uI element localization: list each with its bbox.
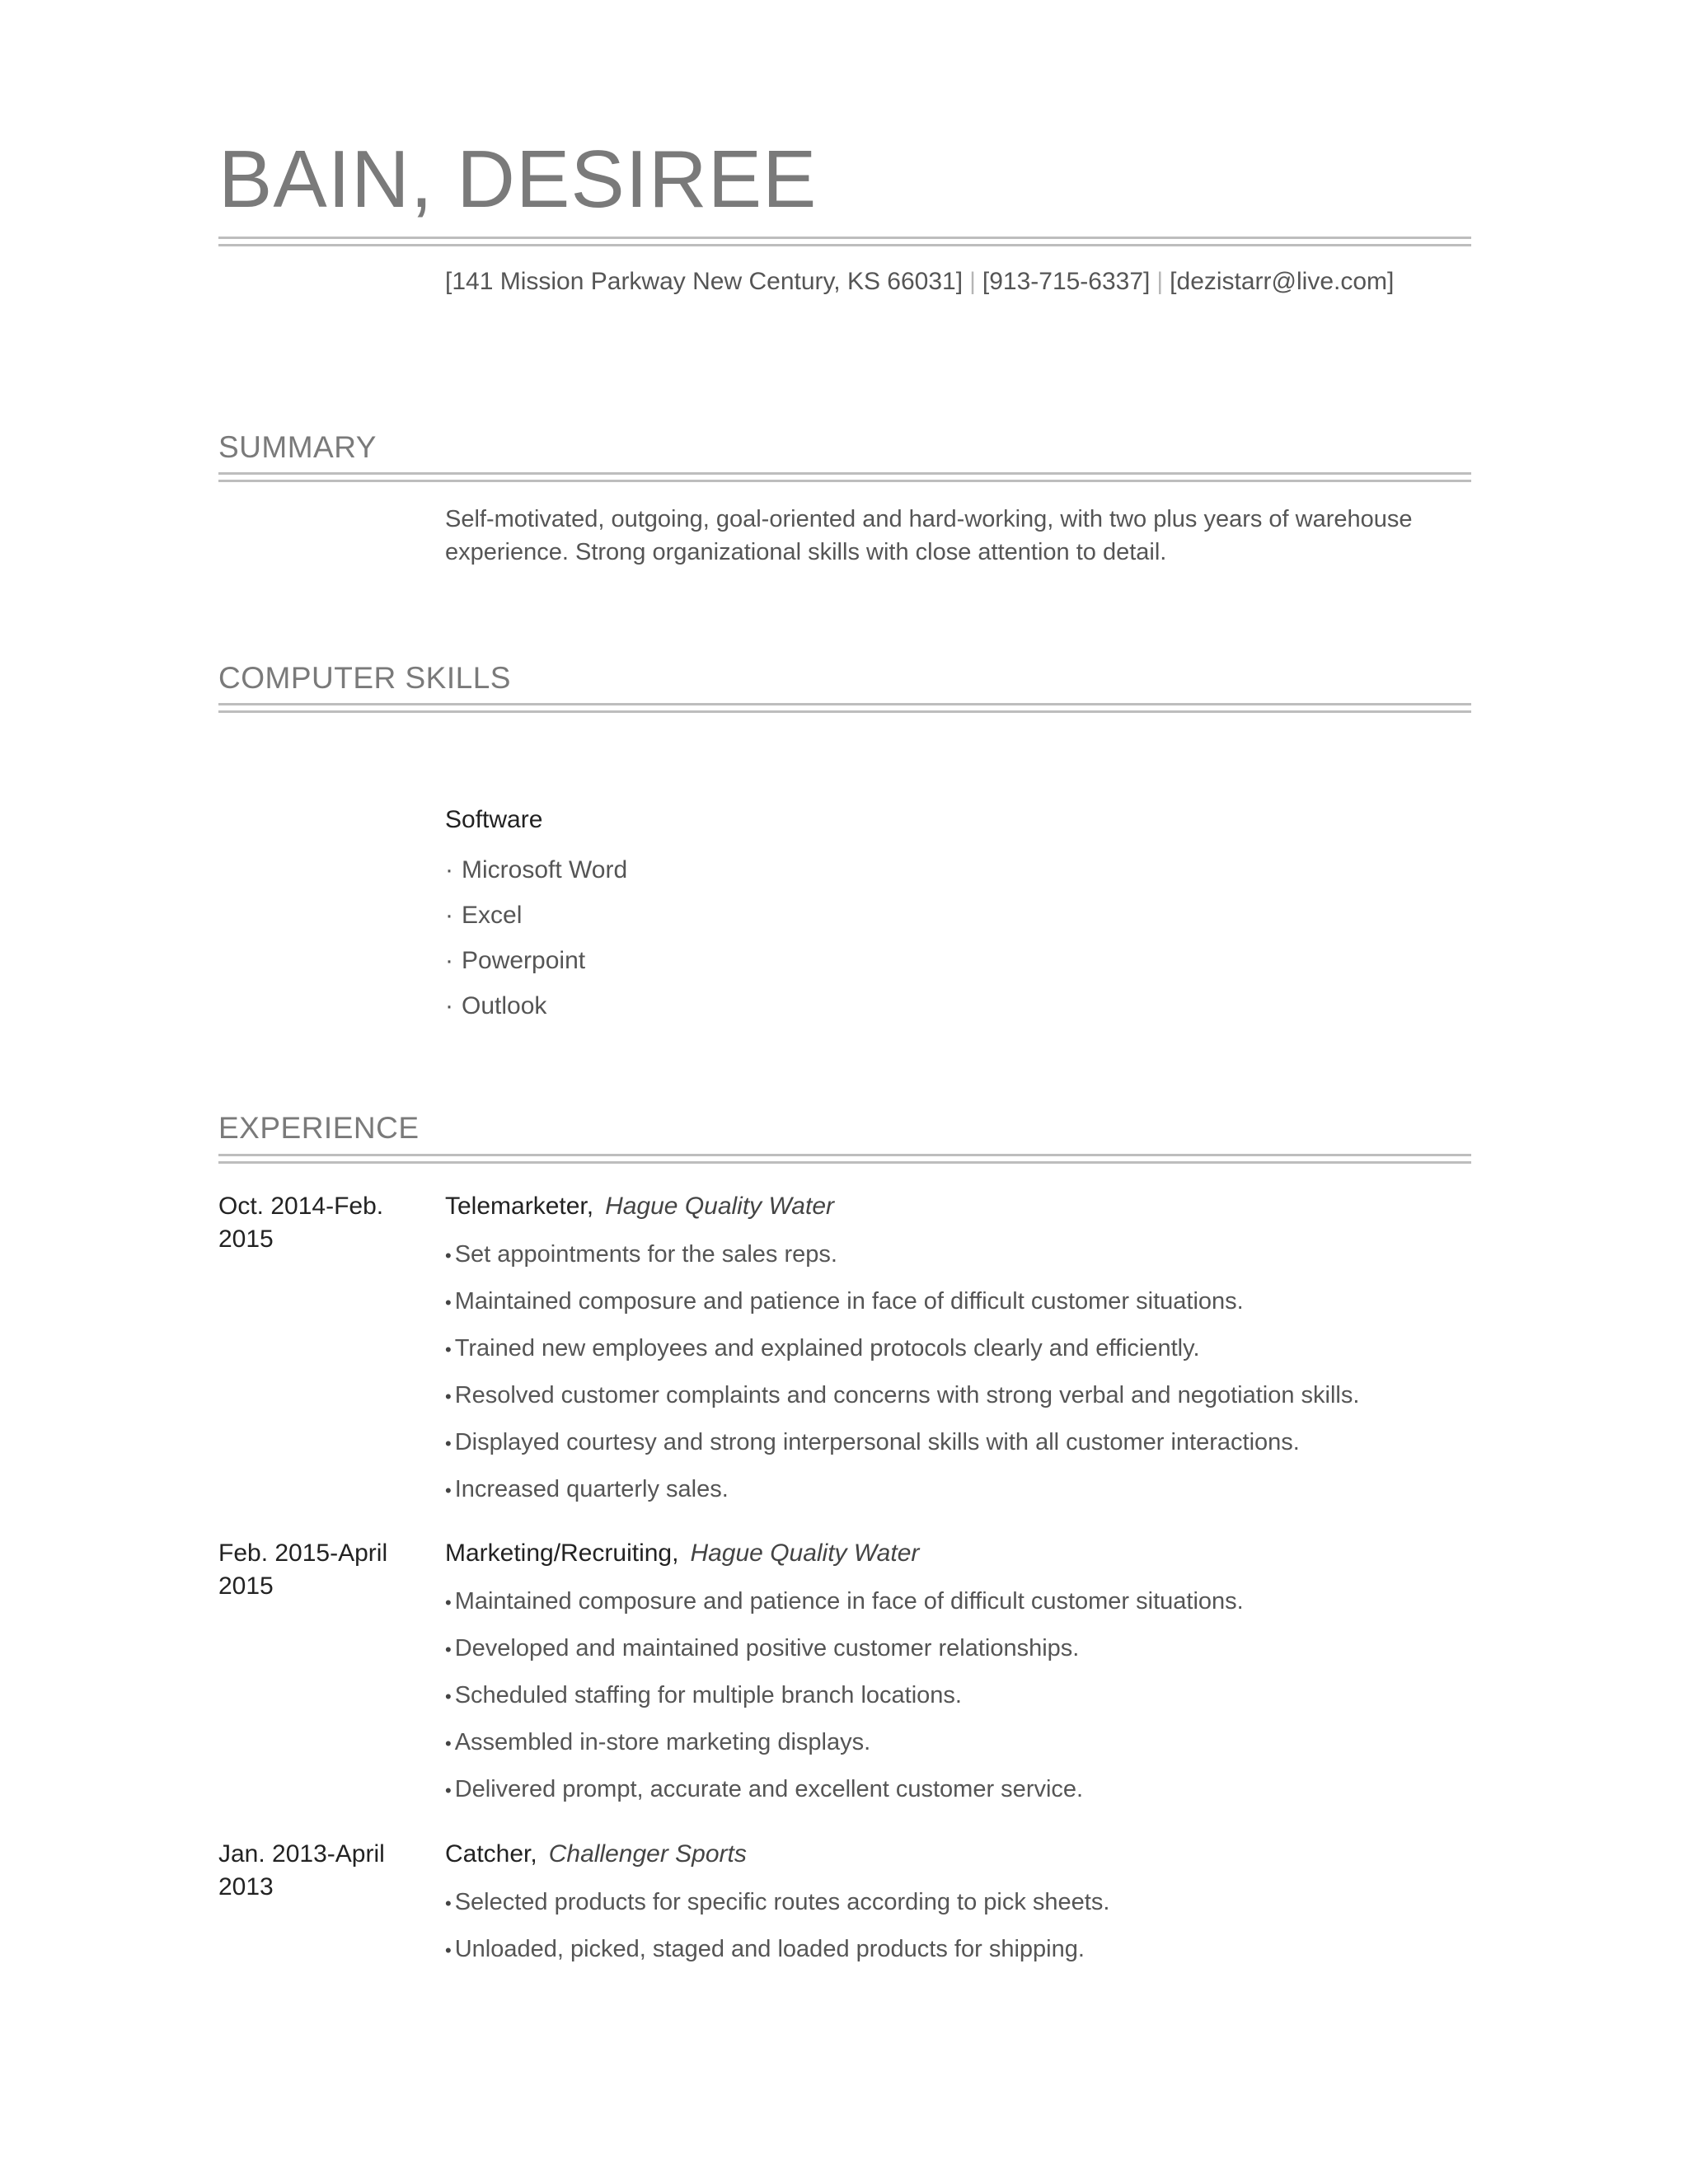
list-item — [445, 1679, 1244, 1726]
summary-text: Self-motivated, outgoing, goal-oriented and hard-working, with two plus years of warehouse experience. Strong organizational skills with close attention to detail. — [445, 506, 1413, 565]
skill-label: Excel — [462, 902, 523, 929]
bullet-icon: • — [445, 1480, 452, 1501]
list-item — [445, 899, 627, 944]
bullet-text: Increased quarterly sales. — [454, 1476, 729, 1502]
bullet-icon: • — [445, 1733, 452, 1754]
list-item — [445, 1585, 1244, 1632]
computer-skills-heading: COMPUTER SKILLS — [218, 661, 511, 695]
bullet-text: Displayed courtesy and strong interpersonal skills with all customer interactions. — [454, 1429, 1300, 1455]
list-item — [445, 1886, 1109, 1933]
job-title-line — [445, 1537, 919, 1570]
bullet-icon: • — [445, 1592, 452, 1613]
bullet-icon: • — [445, 1245, 452, 1266]
bullet-icon: • — [445, 1893, 452, 1914]
experience-rule-bottom — [218, 1161, 1471, 1164]
contact-address: [141 Mission Parkway New Century, KS 66031] — [445, 268, 964, 295]
bullet-text: Developed and maintained positive customer relationships. — [454, 1635, 1080, 1661]
bullet-icon: • — [445, 1780, 452, 1801]
bullet-text: Trained new employees and explained protocols clearly and efficiently. — [454, 1335, 1200, 1361]
job-dates: Jan. 2013-April 2013 — [218, 1840, 385, 1900]
list-item — [445, 1285, 1359, 1332]
summary-heading: SUMMARY — [218, 430, 377, 464]
experience-heading: EXPERIENCE — [218, 1111, 420, 1145]
contact-separator: | — [969, 268, 976, 295]
contact-line — [445, 268, 1394, 296]
experience-rule-top — [218, 1154, 1471, 1156]
summary-rule-top — [218, 472, 1471, 475]
list-item — [445, 990, 627, 1035]
list-item — [445, 1632, 1244, 1679]
job-title: Telemarketer, — [445, 1193, 594, 1220]
bullet-icon: • — [445, 1292, 452, 1313]
job-title: Marketing/Recruiting, — [445, 1540, 679, 1567]
job-company: Challenger Sports — [548, 1840, 747, 1868]
software-subheading: Software — [445, 806, 543, 833]
bullet-text: Set appointments for the sales reps. — [454, 1241, 837, 1268]
skill-label: Powerpoint — [462, 947, 586, 974]
software-list — [445, 854, 627, 1035]
list-item — [445, 1726, 1244, 1773]
bullet-text: Resolved customer complaints and concerns with strong verbal and negotiation skills. — [454, 1382, 1360, 1408]
skills-rule-bottom — [218, 710, 1471, 713]
job-title-line — [445, 1190, 834, 1223]
bullet-dot: · — [445, 856, 453, 883]
list-item — [445, 1933, 1109, 1980]
job-dates: Feb. 2015-April 2015 — [218, 1540, 388, 1600]
bullet-text: Unloaded, picked, staged and loaded products for shipping. — [454, 1936, 1085, 1962]
bullet-text: Delivered prompt, accurate and excellent customer service. — [454, 1776, 1084, 1802]
bullet-dot: · — [445, 902, 453, 929]
bullet-icon: • — [445, 1339, 452, 1360]
bullet-dot: · — [445, 947, 453, 974]
bullet-dot: · — [445, 992, 453, 1019]
job-bullet-list — [445, 1238, 1359, 1520]
contact-phone: [913-715-6337] — [982, 268, 1151, 295]
job-bullet-list — [445, 1585, 1244, 1820]
bullet-text: Maintained composure and patience in face of difficult customer situations. — [454, 1288, 1244, 1315]
job-title: Catcher, — [445, 1840, 537, 1868]
bullet-icon: • — [445, 1639, 452, 1660]
bullet-icon: • — [445, 1386, 452, 1407]
header-rule-bottom — [218, 244, 1471, 246]
skills-rule-top — [218, 703, 1471, 705]
bullet-icon: • — [445, 1940, 452, 1961]
bullet-text: Scheduled staffing for multiple branch locations. — [454, 1682, 962, 1708]
list-item — [445, 1773, 1244, 1820]
contact-separator: | — [1156, 268, 1164, 295]
job-bullet-list — [445, 1886, 1109, 1980]
bullet-icon: • — [445, 1433, 452, 1454]
bullet-text: Maintained composure and patience in face of difficult customer situations. — [454, 1588, 1244, 1615]
list-item — [445, 1473, 1359, 1520]
bullet-text: Assembled in-store marketing displays. — [454, 1729, 871, 1755]
list-item — [445, 1426, 1359, 1473]
list-item — [445, 1238, 1359, 1285]
skill-label: Outlook — [462, 992, 547, 1019]
bullet-icon: • — [445, 1686, 452, 1707]
header-rule-top — [218, 237, 1471, 239]
job-company: Hague Quality Water — [690, 1540, 920, 1567]
job-title-line — [445, 1838, 747, 1871]
list-item — [445, 1379, 1359, 1426]
list-item — [445, 1332, 1359, 1379]
summary-rule-bottom — [218, 480, 1471, 482]
list-item — [445, 944, 627, 990]
list-item — [445, 854, 627, 899]
bullet-text: Selected products for specific routes according to pick sheets. — [454, 1889, 1110, 1915]
job-dates: Oct. 2014-Feb. 2015 — [218, 1193, 384, 1253]
resume-name: BAIN, DESIREE — [218, 134, 818, 224]
skill-label: Microsoft Word — [462, 856, 628, 883]
job-company: Hague Quality Water — [605, 1193, 834, 1220]
contact-email: [dezistarr@live.com] — [1170, 268, 1395, 295]
